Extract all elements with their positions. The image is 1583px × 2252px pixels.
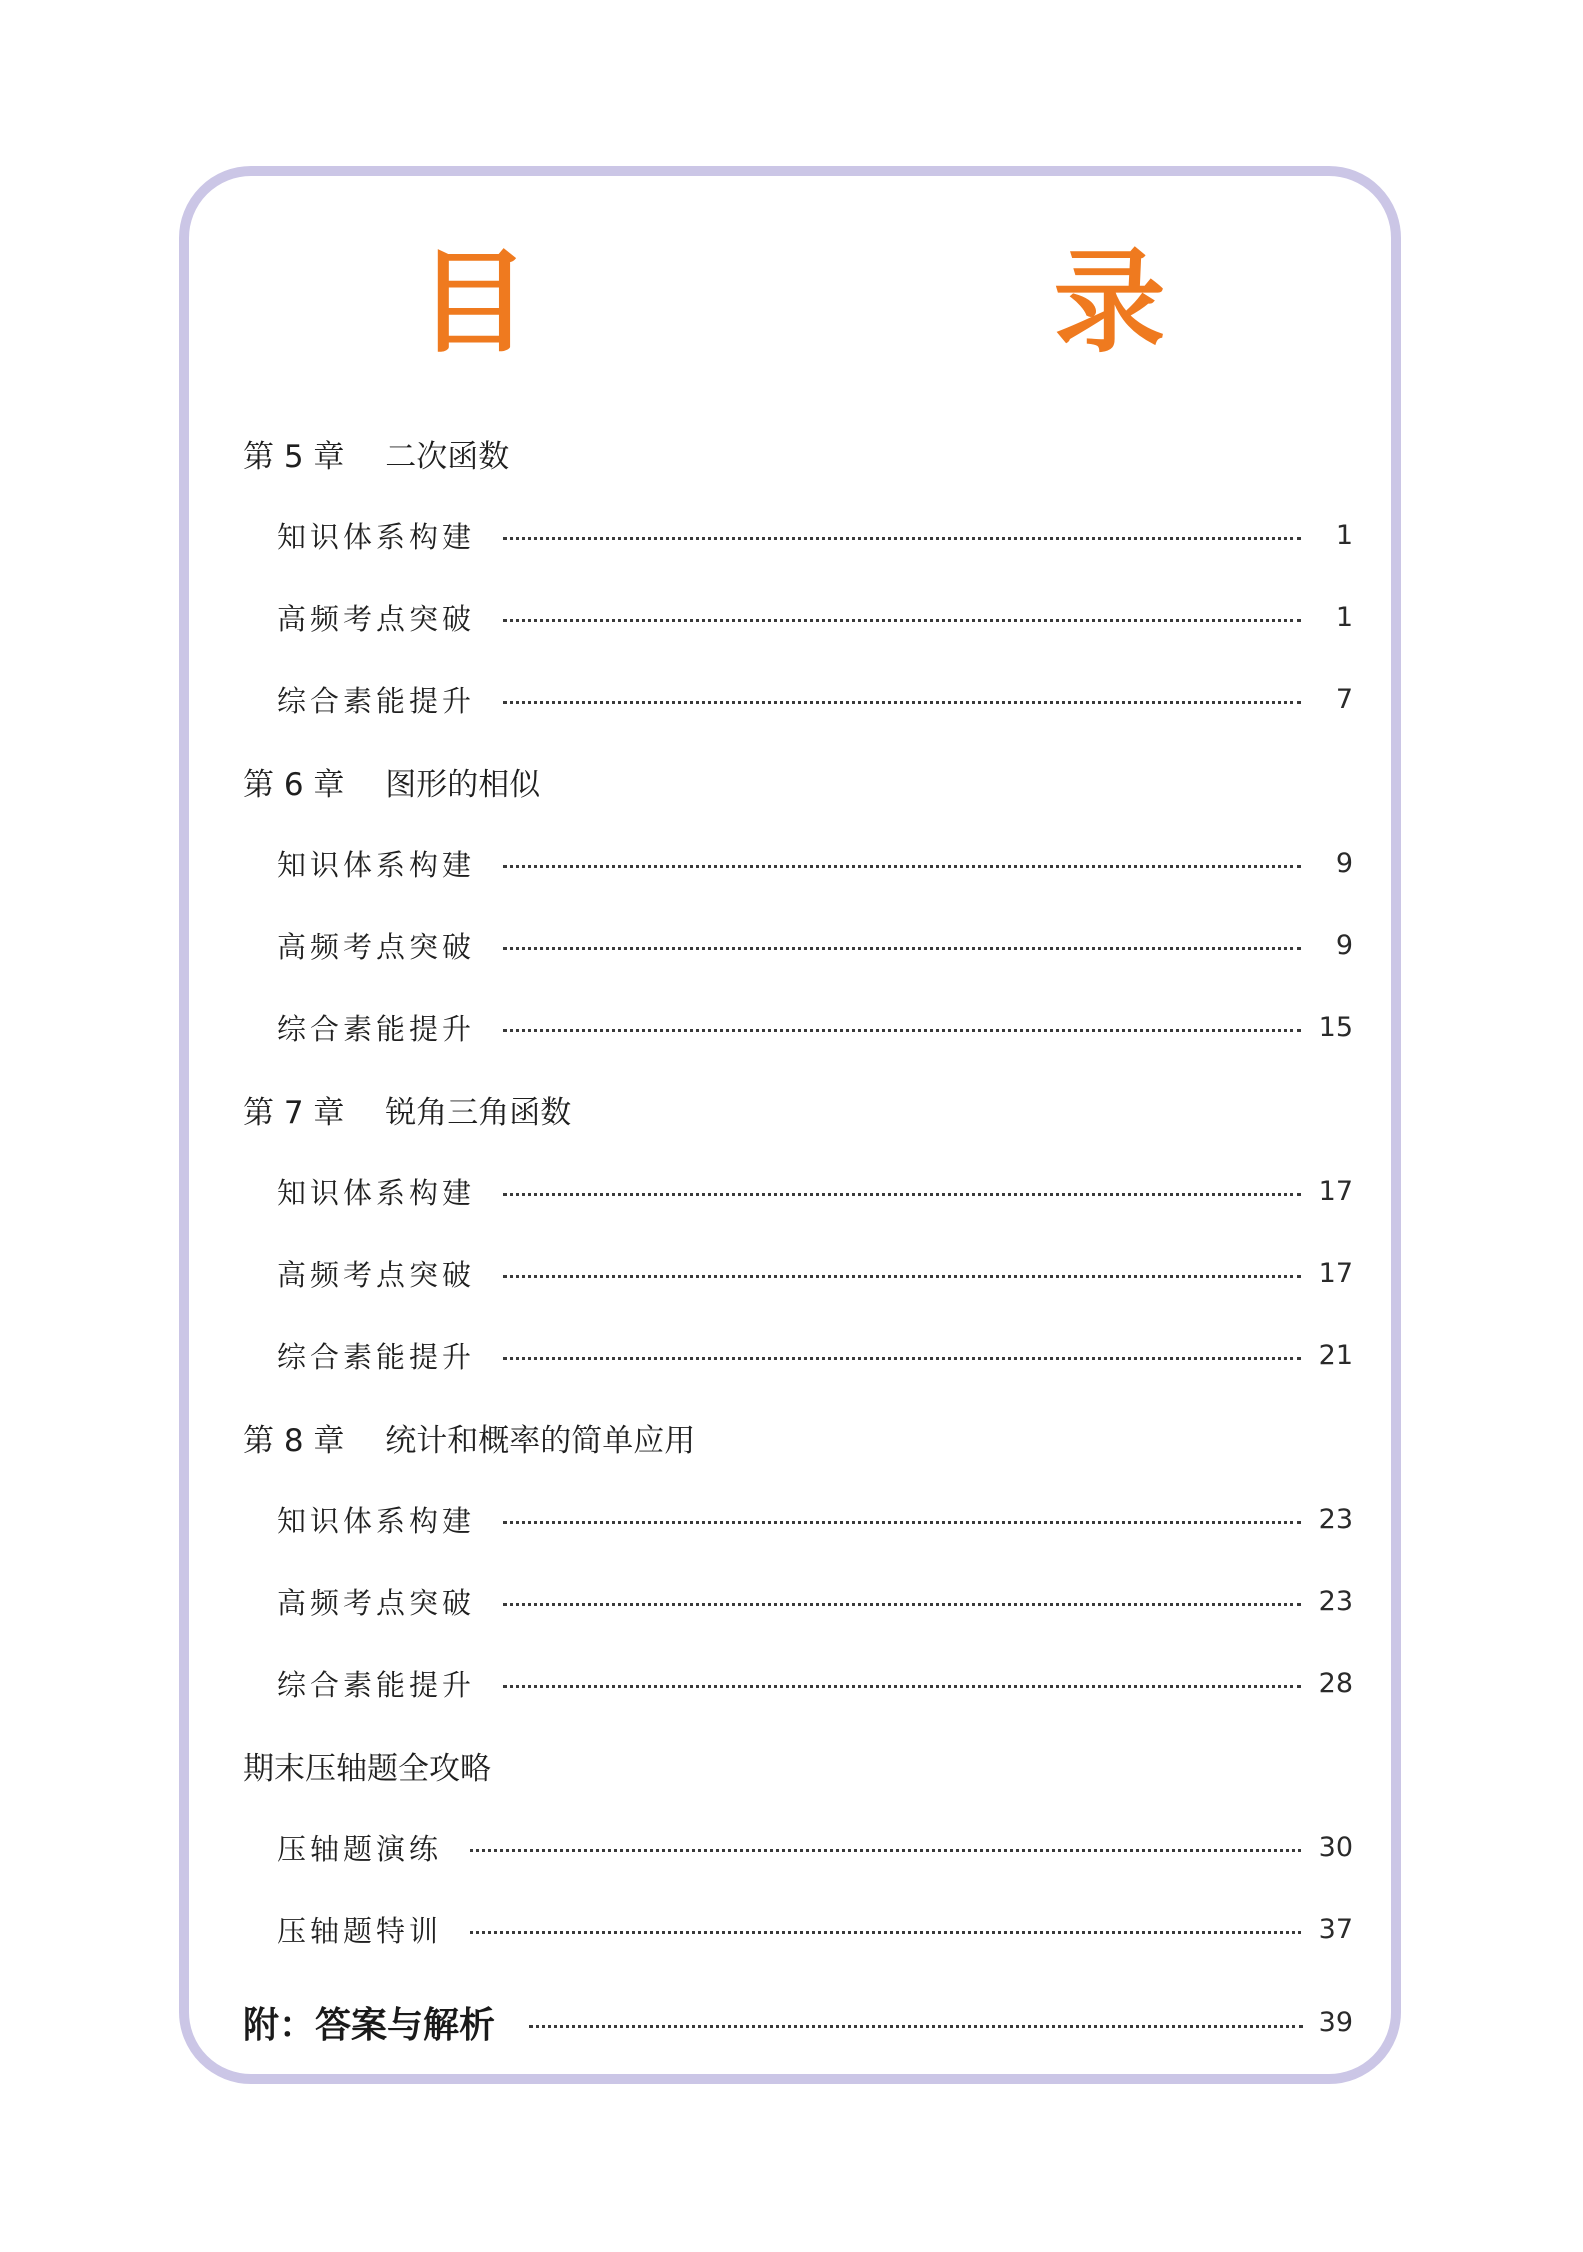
toc-entry[interactable] bbox=[243, 1806, 1353, 1888]
toc-entry[interactable] bbox=[243, 822, 1353, 904]
table-of-contents bbox=[243, 412, 1353, 2074]
page-number: 9 bbox=[1335, 847, 1353, 879]
appendix-entry[interactable] bbox=[243, 1970, 1353, 2074]
page-title: 目 录 bbox=[417, 237, 1266, 368]
dot-leader bbox=[529, 2025, 1303, 2028]
page-number: 28 bbox=[1318, 1667, 1353, 1699]
entry-label: 压轴题特训 bbox=[277, 1913, 443, 1948]
dot-leader bbox=[503, 865, 1301, 868]
toc-entry[interactable] bbox=[243, 986, 1353, 1068]
toc-entry[interactable] bbox=[243, 1478, 1353, 1560]
appendix-label: 附：答案与解析 bbox=[243, 2004, 496, 2046]
dot-leader bbox=[503, 537, 1301, 540]
entry-label: 综合素能提升 bbox=[277, 683, 476, 718]
entry-label: 高频考点突破 bbox=[277, 929, 476, 964]
dot-leader bbox=[503, 1685, 1301, 1688]
entry-label: 综合素能提升 bbox=[277, 1667, 476, 1702]
chapter-heading[interactable]: 第 5 章 二次函数 bbox=[243, 438, 510, 475]
entry-label: 高频考点突破 bbox=[277, 1257, 476, 1292]
toc-entry[interactable] bbox=[243, 1560, 1353, 1642]
page-number: 17 bbox=[1318, 1257, 1353, 1289]
page-number: 30 bbox=[1318, 1831, 1353, 1863]
chapter-heading[interactable]: 第 8 章 统计和概率的简单应用 bbox=[243, 1422, 696, 1459]
dot-leader bbox=[503, 1357, 1301, 1360]
entry-label: 知识体系构建 bbox=[277, 519, 476, 554]
entry-label: 知识体系构建 bbox=[277, 1503, 476, 1538]
entry-label: 压轴题演练 bbox=[277, 1831, 443, 1866]
dot-leader bbox=[503, 1603, 1301, 1606]
page-number: 7 bbox=[1335, 683, 1353, 715]
entry-label: 高频考点突破 bbox=[277, 1585, 476, 1620]
dot-leader bbox=[470, 1849, 1301, 1852]
page-number: 37 bbox=[1318, 1913, 1353, 1945]
dot-leader bbox=[503, 619, 1301, 622]
page-number: 15 bbox=[1318, 1011, 1353, 1043]
page-number: 9 bbox=[1335, 929, 1353, 961]
dot-leader bbox=[503, 1193, 1301, 1196]
toc-entry[interactable] bbox=[243, 1232, 1353, 1314]
appendix-page-number: 39 bbox=[1318, 2006, 1353, 2038]
entry-label: 综合素能提升 bbox=[277, 1339, 476, 1374]
chapter-heading[interactable]: 第 6 章 图形的相似 bbox=[243, 766, 541, 803]
entry-label: 知识体系构建 bbox=[277, 847, 476, 882]
toc-entry[interactable] bbox=[243, 576, 1353, 658]
dot-leader bbox=[503, 701, 1301, 704]
toc-entry[interactable] bbox=[243, 1642, 1353, 1724]
dot-leader bbox=[503, 947, 1301, 950]
dot-leader bbox=[503, 1275, 1301, 1278]
toc-entry[interactable] bbox=[243, 494, 1353, 576]
page-number: 21 bbox=[1318, 1339, 1353, 1371]
entry-label: 知识体系构建 bbox=[277, 1175, 476, 1210]
entry-label: 综合素能提升 bbox=[277, 1011, 476, 1046]
toc-entry[interactable] bbox=[243, 1888, 1353, 1970]
dot-leader bbox=[503, 1521, 1301, 1524]
page-number: 23 bbox=[1318, 1503, 1353, 1535]
chapter-heading[interactable]: 第 7 章 锐角三角函数 bbox=[243, 1094, 572, 1131]
entry-label: 高频考点突破 bbox=[277, 601, 476, 636]
dot-leader bbox=[503, 1029, 1301, 1032]
dot-leader bbox=[470, 1931, 1301, 1934]
toc-entry[interactable] bbox=[243, 1150, 1353, 1232]
toc-entry[interactable] bbox=[243, 904, 1353, 986]
toc-entry[interactable] bbox=[243, 1314, 1353, 1396]
toc-entry[interactable] bbox=[243, 658, 1353, 740]
page-number: 1 bbox=[1335, 601, 1353, 633]
chapter-heading[interactable]: 期末压轴题全攻略 bbox=[243, 1750, 491, 1787]
page-number: 1 bbox=[1335, 519, 1353, 551]
page-number: 23 bbox=[1318, 1585, 1353, 1617]
page-number: 17 bbox=[1318, 1175, 1353, 1207]
